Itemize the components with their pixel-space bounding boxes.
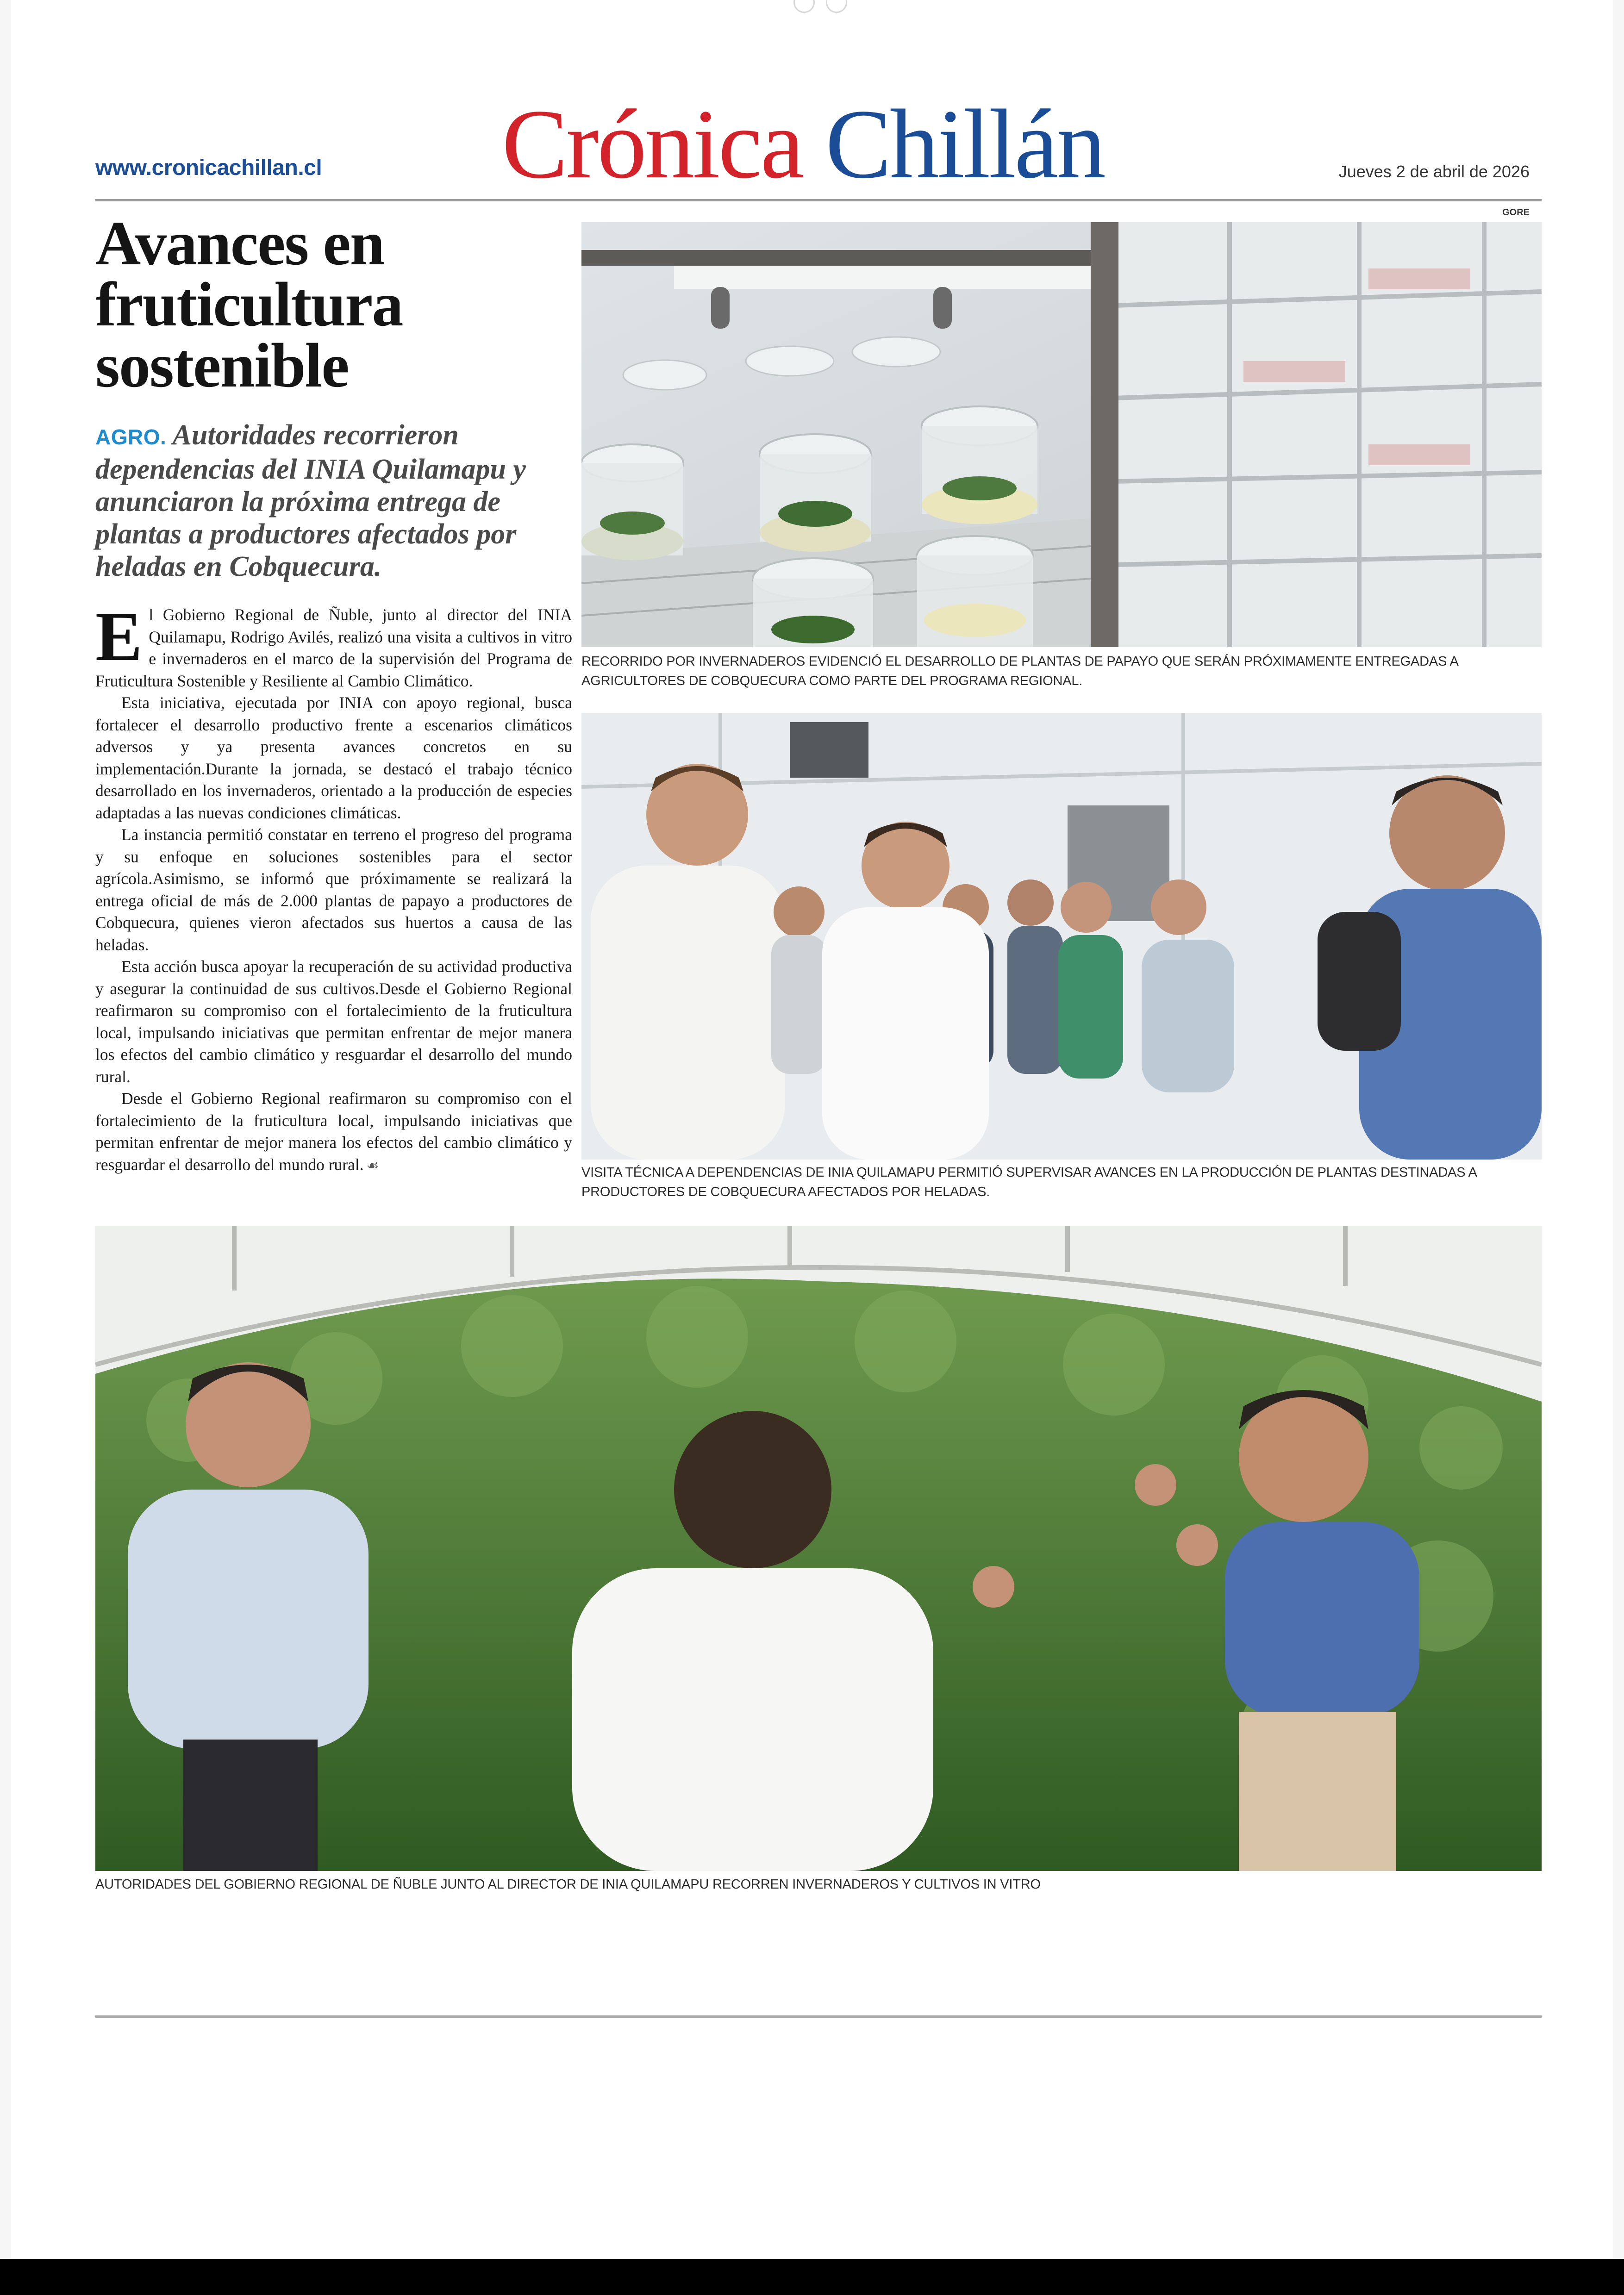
paragraph-5: Desde el Gobierno Regional reafirmaron su compromiso con el fortalecimiento de la fruticultura local, impulsando iniciativas que permitan enfrentar de mejor manera los efectos del cambio climático y resguardar el desarrollo del mundo rural. ☙: [95, 1089, 572, 1174]
end-mark-icon: ☙: [366, 1158, 379, 1173]
section-kicker: AGRO.: [95, 425, 167, 449]
paragraph-1: El Gobierno Regional de Ñuble, junto al director del INIA Quilamapu, Rodrigo Avilés, realizó una visita a cultivos in vitro e invernaderos en el marco de la supervisión del Programa de Fruticultura Sostenible y Resiliente al Cambio Climático.: [95, 598, 572, 690]
carousel-prev-dot[interactable]: [793, 0, 815, 13]
newspaper-page: [11, 0, 1613, 2259]
photo-papaya-greenhouse[interactable]: [95, 1226, 1542, 1871]
papaya-greenhouse-illustration: [95, 1226, 1542, 1871]
group-visit-illustration: [581, 713, 1542, 1160]
logo-word-cronica: Crónica: [502, 89, 803, 199]
bottom-rule: [95, 2015, 1542, 2018]
article-body: [95, 598, 572, 1177]
logo-word-chillan: Chillán: [825, 89, 1105, 199]
lab-shelves-illustration: [581, 222, 1542, 647]
carousel-next-dot[interactable]: [826, 0, 847, 13]
carousel-dots: [793, 0, 849, 14]
photo-caption-2: VISITA TÉCNICA A DEPENDENCIAS DE INIA QUILAMAPU PERMITIÓ SUPERVISAR AVANCES EN LA PRODUCCIÓN DE PLANTAS DESTINADAS A PRODUCTORES DE COBQUECURA AFECTADOS POR HELADAS.: [581, 1165, 1477, 1199]
masthead-rule: [95, 199, 1542, 201]
paragraph-3: La instancia permitió constatar en terreno el progreso del programa y su enfoque en soluciones sostenibles para el sector agrícola.Asimismo, se informó que próximamente se realizará la entrega oficial de más de 2.000 plantas de papayo a productores de Cobquecura, quienes vieron afectados sus huertos a causa de las heladas.: [95, 825, 572, 954]
photo-lab-shelves[interactable]: [581, 222, 1542, 647]
newspaper-logo: [502, 89, 1105, 199]
photo-credit: GORE: [1502, 207, 1530, 218]
article-lead: [95, 419, 572, 583]
site-url[interactable]: www.cronicachillan.cl: [95, 156, 322, 180]
photo-caption-3: AUTORIDADES DEL GOBIERNO REGIONAL DE ÑUBLE JUNTO AL DIRECTOR DE INIA QUILAMAPU RECORREN INVERNADEROS Y CULTIVOS IN VITRO: [95, 1877, 1041, 1892]
lead-text: Autoridades recorrieron dependencias del INIA Quilamapu y anunciaron la próxima entrega de plantas a productores afectados por heladas en Cobquecura.: [95, 419, 526, 582]
issue-date: Jueves 2 de abril de 2026: [1338, 162, 1530, 181]
viewer-bottom-bar: [0, 2259, 1624, 2295]
article-headline: Avances en fruticultura sostenible: [95, 209, 403, 400]
drop-cap: E: [95, 598, 143, 675]
photo-caption-1: RECORRIDO POR INVERNADEROS EVIDENCIÓ EL DESARROLLO DE PLANTAS DE PAPAYO QUE SERÁN PRÓXIMAMENTE ENTREGADAS A AGRICULTORES DE COBQUECURA COMO PARTE DEL PROGRAMA REGIONAL.: [581, 654, 1458, 688]
paragraph-2: Esta iniciativa, ejecutada por INIA con apoyo regional, busca fortalecer el desarrollo productivo frente a escenarios climáticos adversos y ya presenta avances concretos en su implementación.Durante la jornada, se destacó el trabajo técnico desarrollado en los invernaderos, orientado a la producción de especies adaptadas a las nuevas condiciones climáticas.: [95, 693, 572, 822]
paragraph-4: Esta acción busca apoyar la recuperación de su actividad productiva y asegurar la continuidad de sus cultivos.Desde el Gobierno Regional reafirmaron su compromiso con el fortalecimiento de la fruticultura local, impulsando iniciativas que permitan enfrentar de mejor manera los efectos del cambio climático y resguardar el desarrollo del mundo rural.: [95, 957, 572, 1086]
photo-group-visit[interactable]: [581, 713, 1542, 1160]
